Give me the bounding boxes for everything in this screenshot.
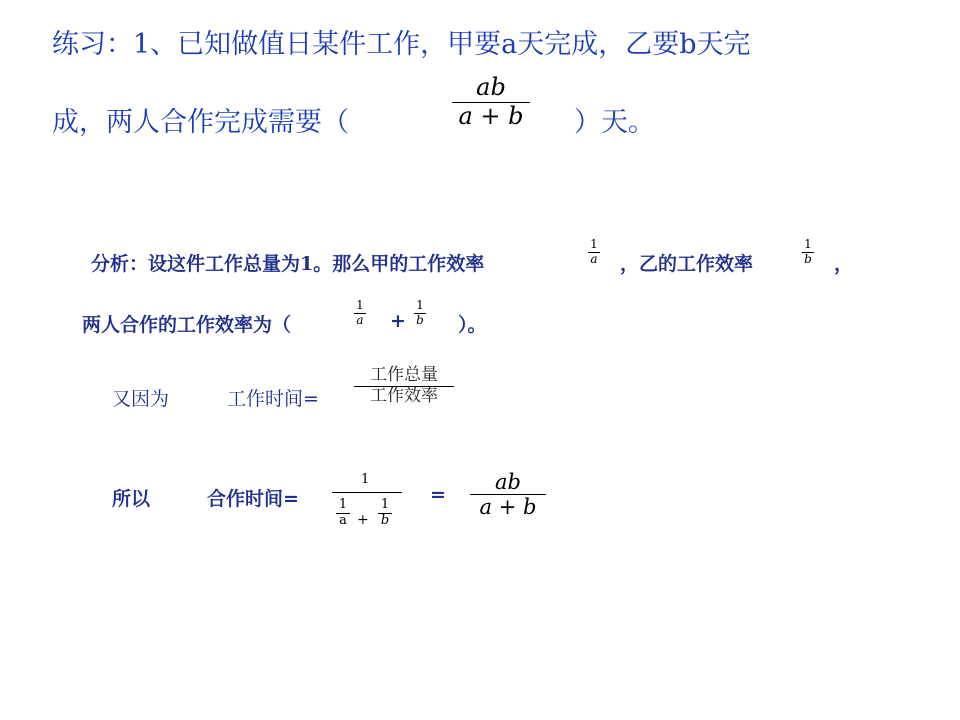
combined-fraction-b-numerator: 1 bbox=[416, 298, 424, 312]
combined-fraction-b bbox=[412, 299, 428, 328]
combined-fraction-b-denominator: b bbox=[416, 312, 424, 327]
work-efficiency-denominator: 工作效率 bbox=[370, 385, 438, 406]
result-numerator: ab bbox=[495, 470, 521, 494]
inner-plus: + bbox=[357, 512, 369, 528]
combined-efficiency-text: 两人合作的工作效率为（ bbox=[82, 314, 292, 336]
therefore-label: 所以 bbox=[112, 488, 151, 510]
question-line-1: 练习：1、已知做值日某件工作，甲要a天完成，乙要b天完 bbox=[52, 29, 751, 60]
efficiency-b-denominator: b bbox=[804, 251, 812, 266]
answer-fraction bbox=[450, 74, 532, 130]
efficiency-a-denominator: a bbox=[590, 251, 598, 266]
efficiency-b-numerator: 1 bbox=[804, 237, 812, 251]
analysis-text-2: ，乙的工作效率 bbox=[620, 253, 754, 275]
result-denominator: a + b bbox=[479, 495, 537, 520]
question-line-2-prefix: 成，两人合作完成需要（ bbox=[52, 107, 349, 138]
cooperation-time-label: 合作时间= bbox=[207, 488, 299, 510]
equals-sign: = bbox=[430, 484, 446, 506]
big-numerator: 1 bbox=[361, 472, 370, 487]
combined-fraction-a bbox=[352, 299, 368, 328]
work-total-numerator: 工作总量 bbox=[370, 365, 438, 385]
combined-plus: + bbox=[390, 310, 406, 332]
analysis-text-3: ， bbox=[834, 253, 854, 275]
inner-fraction-a bbox=[334, 498, 352, 529]
answer-denominator: a + b bbox=[458, 101, 524, 130]
inner-fraction-b-numerator: 1 bbox=[380, 497, 390, 512]
inner-fraction-a-denominator: a bbox=[339, 512, 347, 528]
efficiency-a-numerator: 1 bbox=[590, 237, 598, 251]
answer-numerator: ab bbox=[476, 73, 506, 101]
analysis-text-1: 分析：设这件工作总量为1。那么甲的工作效率 bbox=[91, 253, 485, 275]
because-label: 又因为 bbox=[112, 388, 170, 410]
inner-fraction-b-denominator: b bbox=[380, 512, 390, 528]
combined-close: ）。 bbox=[458, 314, 487, 336]
work-time-label: 工作时间= bbox=[227, 388, 319, 410]
cooperation-big-fraction bbox=[330, 470, 404, 550]
result-fraction bbox=[468, 470, 548, 519]
work-time-fraction bbox=[352, 366, 456, 406]
efficiency-a-fraction bbox=[586, 238, 602, 267]
inner-fraction-a-numerator: 1 bbox=[338, 497, 348, 512]
combined-fraction-a-numerator: 1 bbox=[356, 298, 364, 312]
combined-fraction-a-denominator: a bbox=[356, 312, 364, 327]
inner-fraction-b bbox=[376, 498, 394, 529]
question-line-2-suffix: ）天。 bbox=[574, 107, 655, 138]
efficiency-b-fraction bbox=[800, 238, 816, 267]
